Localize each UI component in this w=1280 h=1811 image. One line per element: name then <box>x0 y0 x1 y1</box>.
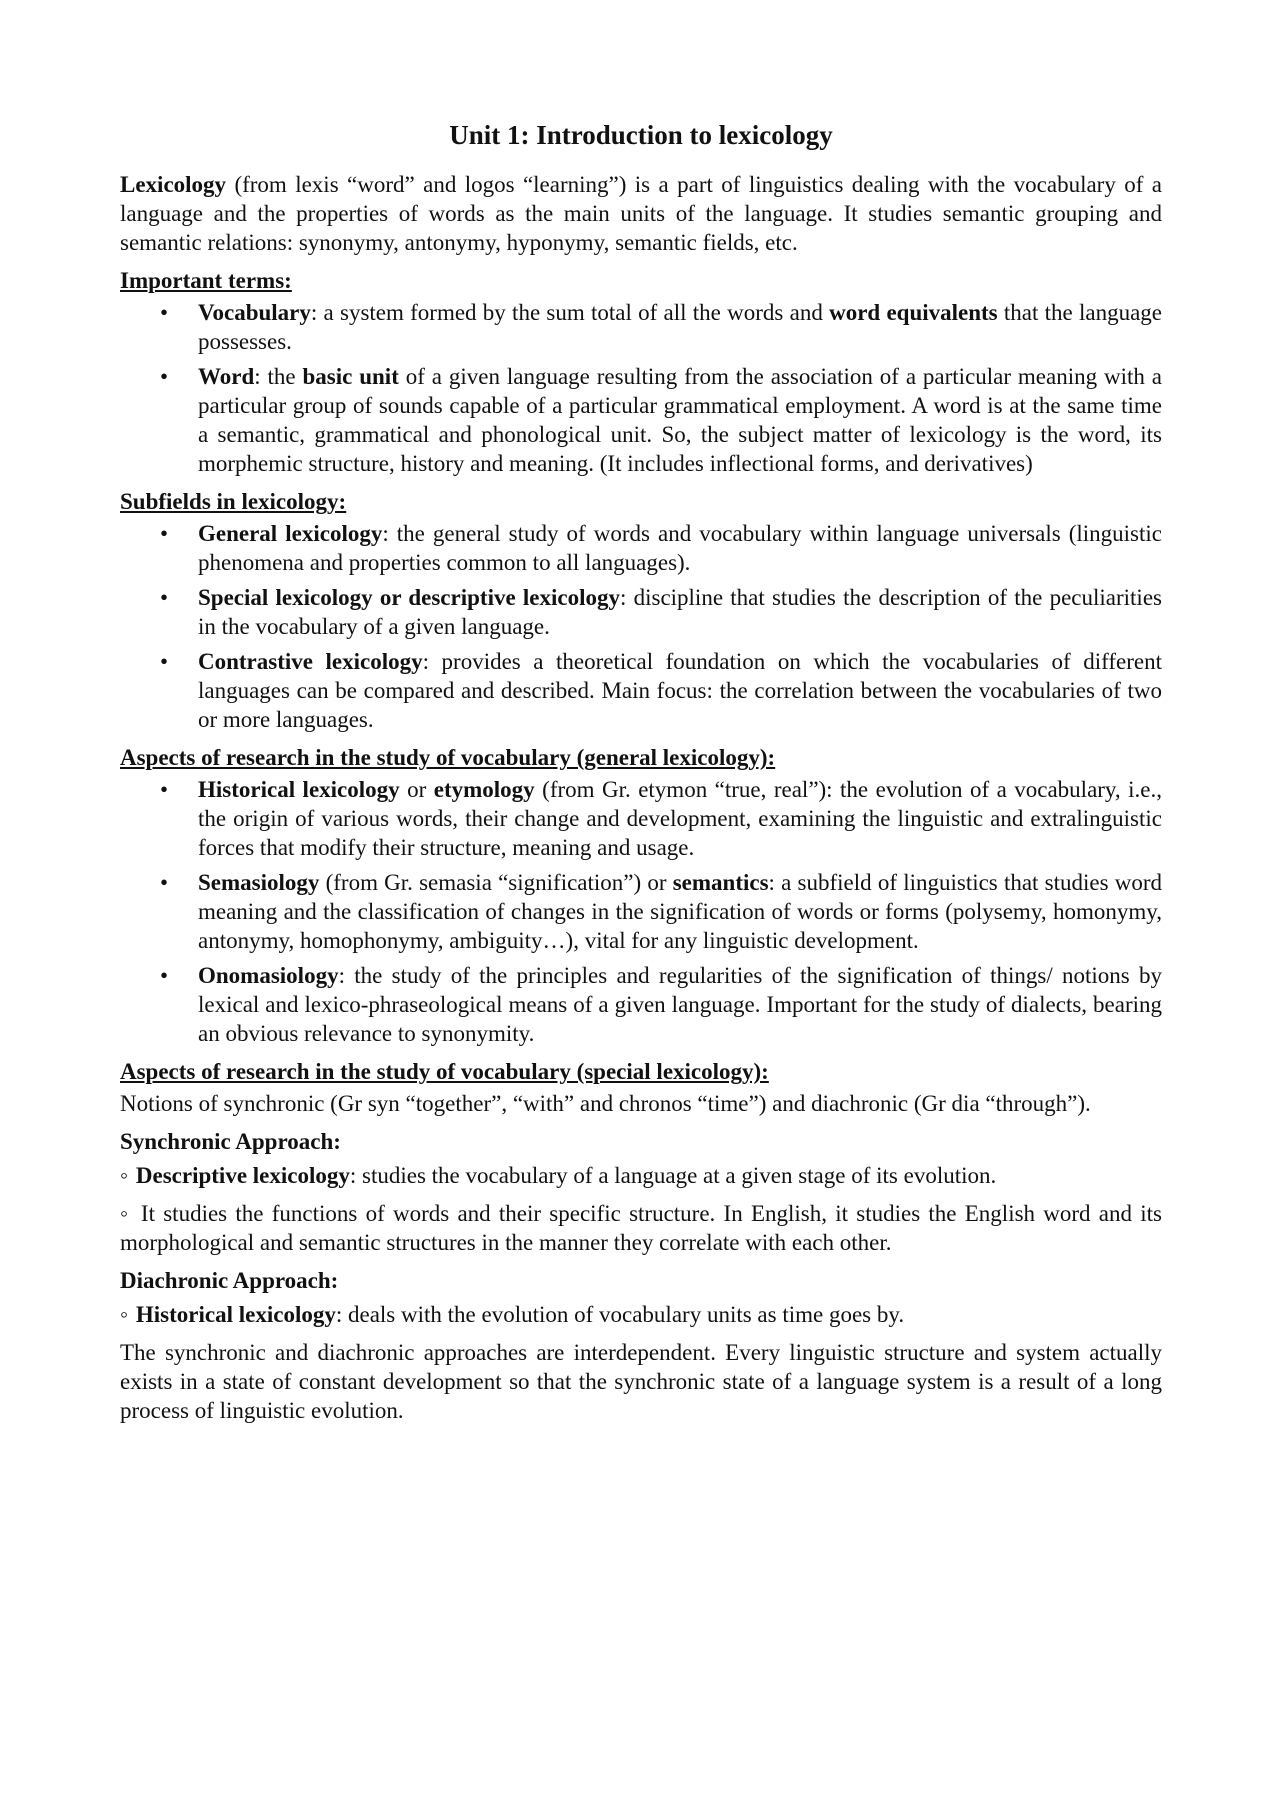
list-item <box>120 868 1162 955</box>
bullet-icon: • <box>160 649 169 674</box>
synchronic-heading: Synchronic Approach: <box>120 1129 341 1154</box>
definition-text: : the study of the principles and regularities of the signification of things/ notions by lexical and lexico-phraseological means of a given language. Important for the study of dialects, bearing an obvious relevance to synonymity. <box>198 963 1162 1046</box>
bullet-icon: • <box>160 300 169 325</box>
term-contrastive-lexicology: Contrastive lexicology <box>198 649 423 674</box>
list-item <box>120 298 1162 356</box>
subfields-list <box>120 519 1162 734</box>
term-historical-lexicology: Historical lexicology <box>198 777 400 802</box>
bullet-icon: • <box>160 963 169 988</box>
definition-text: : discipline that studies the description of the peculiarities in the vocabulary of a given language. <box>198 585 1162 639</box>
term-general-lexicology: General lexicology <box>198 521 383 546</box>
diachronic-item-1 <box>120 1300 1162 1329</box>
term-onomasiology: Onomasiology <box>198 963 339 988</box>
bold-term: etymology <box>433 777 535 802</box>
important-terms-heading: Important terms: <box>120 268 292 293</box>
term-semasiology: Semasiology <box>198 870 320 895</box>
bold-term: semantics <box>672 870 769 895</box>
definition-text: : provides a theoretical foundation on which the vocabularies of different languages can be compared and described. Main focus: the correlation between the vocabularies of two or more languages. <box>198 649 1162 732</box>
bold-term: word equivalents <box>829 300 998 325</box>
diachronic-heading: Diachronic Approach: <box>120 1268 339 1293</box>
circle-bullet-icon: ◦ <box>120 1201 131 1226</box>
definition-text: : deals with the evolution of vocabulary units as time goes by. <box>335 1302 905 1327</box>
definition-text: : studies the vocabulary of a language at a given stage of its evolution. <box>349 1163 997 1188</box>
definition-text: : a subfield of linguistics that studies word meaning and the classification of changes in the signification of words or forms (polysemy, homonymy, antonymy, homophonymy, ambiguity…), vital for any linguistic development. <box>198 870 1162 953</box>
definition-text: It studies the functions of words and their specific structure. In English, it studies the English word and its morphological and semantic structures in the manner they correlate with each other. <box>120 1201 1163 1255</box>
list-item <box>120 362 1162 478</box>
definition-text: : the <box>254 364 303 389</box>
term-vocabulary: Vocabulary <box>198 300 311 325</box>
term-special-lexicology: Special lexicology or descriptive lexicology <box>198 585 620 610</box>
intro-text: (from lexis “word” and logos “learning”) is a part of linguistics dealing with the vocabulary of a language and the properties of words as the main units of the language. It studies semantic grouping and semantic relations: synonymy, antonymy, hyponymy, semantic fields, etc. <box>120 172 1162 255</box>
definition-text: (from Gr. etymon “true, real”): the evolution of a vocabulary, i.e., the origin of various words, their change and development, examining the linguistic and extralinguistic forces that modify their structure, meaning and usage. <box>198 777 1163 860</box>
intro-paragraph <box>120 170 1162 257</box>
circle-bullet-icon: ◦ <box>120 1163 129 1188</box>
notions-paragraph: Notions of synchronic (Gr syn “together”, “with” and chronos “time”) and diachronic (Gr dia “through”). <box>120 1091 1091 1116</box>
general-aspects-list <box>120 775 1162 1048</box>
list-item <box>120 961 1162 1048</box>
definition-text: of a given language resulting from the association of a particular meaning with a particular group of sounds capable of a particular grammatical employment. A word is at the same time a semantic, grammatical and phonological unit. So, the subject matter of lexicology is the word, its morphemic structure, history and meaning. (It includes inflectional forms, and derivatives) <box>198 364 1162 476</box>
definition-text: : a system formed by the sum total of all the words and <box>310 300 830 325</box>
special-aspects-heading: Aspects of research in the study of vocabulary (special lexicology): <box>120 1059 769 1084</box>
important-terms-list <box>120 298 1162 478</box>
definition-text: or <box>399 777 434 802</box>
page-title: Unit 1: Introduction to lexicology <box>449 120 833 150</box>
list-item <box>120 519 1162 577</box>
intro-term: Lexicology <box>120 172 227 197</box>
list-item <box>120 775 1162 862</box>
circle-bullet-icon: ◦ <box>120 1302 129 1327</box>
term-word: Word <box>198 364 255 389</box>
bullet-icon: • <box>160 870 169 895</box>
bold-term: basic unit <box>302 364 399 389</box>
bullet-icon: • <box>160 521 169 546</box>
bullet-icon: • <box>160 777 169 802</box>
conclusion-paragraph: The synchronic and diachronic approaches are interdependent. Every linguistic structure and system actually exists in a state of constant development so that the synchronic state of a language system is a result of a long process of linguistic evolution. <box>120 1340 1162 1423</box>
bullet-icon: • <box>160 585 169 610</box>
list-item <box>120 583 1162 641</box>
list-item <box>120 647 1162 734</box>
definition-text: that the language possesses. <box>198 300 1162 354</box>
term-historical-lexicology-2: Historical lexicology <box>135 1302 336 1327</box>
bullet-icon: • <box>160 364 169 389</box>
general-aspects-heading: Aspects of research in the study of vocabulary (general lexicology): <box>120 745 776 770</box>
term-descriptive-lexicology: Descriptive lexicology <box>135 1163 350 1188</box>
definition-text: : the general study of words and vocabulary within language universals (linguistic phenomena and properties common to all languages). <box>198 521 1162 575</box>
synchronic-item-2 <box>120 1199 1162 1257</box>
definition-text: (from Gr. semasia “signification”) or <box>319 870 673 895</box>
document-page <box>120 118 1162 1434</box>
synchronic-item-1 <box>120 1161 1162 1190</box>
subfields-heading: Subfields in lexicology: <box>120 489 347 514</box>
